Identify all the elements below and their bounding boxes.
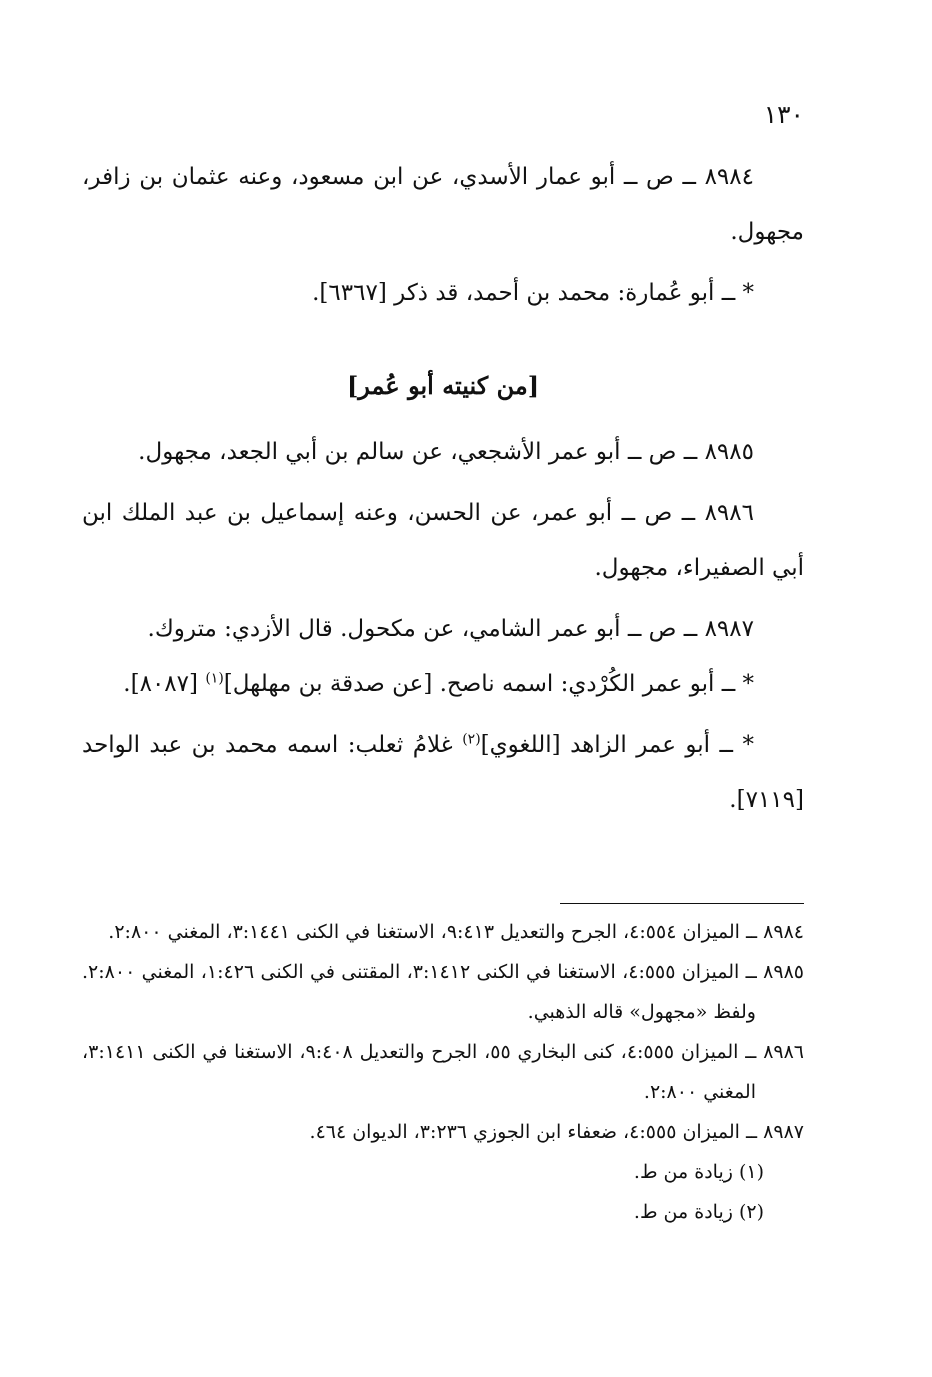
footnote-ref: (٢) xyxy=(462,731,481,748)
entry-8984: ٨٩٨٤ ــ ص ــ أبو عمار الأسدي، عن ابن مسعود، وعنه عثمان بن زافر، مجهول. xyxy=(82,164,804,245)
entry-8987: ٨٩٨٧ ــ ص ــ أبو عمر الشامي، عن مكحول. قال الأزدي: متروك. xyxy=(147,616,754,642)
entry-text: * ــ أبو عمر الكُرْدي: اسمه ناصح. [عن صدقة بن مهلهل] xyxy=(223,671,754,697)
main-text xyxy=(82,150,804,828)
footnote-1: (١) زيادة من ط. xyxy=(633,1161,764,1183)
entry-abu-umar-kurdi xyxy=(82,657,804,712)
footnote-ref: (١) xyxy=(205,670,224,687)
entry-abu-umara: * ــ أبو عُمارة: محمد بن أحمد، قد ذكر [٦٣٦٧]. xyxy=(312,280,754,306)
footnotes-area xyxy=(82,912,804,1232)
entry-8985: ٨٩٨٥ ــ ص ــ أبو عمر الأشجعي، عن سالم بن أبي الجعد، مجهول. xyxy=(138,439,754,465)
entry-8986: ٨٩٨٦ ــ ص ــ أبو عمر، عن الحسن، وعنه إسماعيل بن عبد الملك ابن أبي الصفيراء، مجهول. xyxy=(82,500,804,581)
section-heading: [من كنيته أبو عُمر] xyxy=(346,371,540,400)
note-8987: ٨٩٨٧ ــ الميزان ٤:٥٥٥، ضعفاء ابن الجوزي ٣:٢٣٦، الديوان ٤٦٤. xyxy=(309,1121,804,1143)
note-8984: ٨٩٨٤ ــ الميزان ٤:٥٥٤، الجرح والتعديل ٩:٤١٣، الاستغنا في الكنى ٣:١٤٤١، المغني ٢:٨٠٠. xyxy=(108,921,804,943)
footnote-2: (٢) زيادة من ط. xyxy=(633,1201,764,1223)
entry-text: [٨٠٨٧]. xyxy=(123,671,206,697)
footnote-divider xyxy=(560,903,804,904)
entry-abu-umar-zahid xyxy=(82,718,804,828)
entry-text: غلامُ ثعلب: اسمه محمد بن عبد الواحد [٧١١٩]. xyxy=(82,732,804,813)
note-8986: ٨٩٨٦ ــ الميزان ٤:٥٥٥، كنى البخاري ٥٥، الجرح والتعديل ٩:٤٠٨، الاستغنا في الكنى ٣:١٤١١، المغني ٢:٨٠٠. xyxy=(82,1041,805,1103)
note-8985: ٨٩٨٥ ــ الميزان ٤:٥٥٥، الاستغنا في الكنى ٣:١٤١٢، المقتنى في الكنى ١:٤٢٦، المغني ٢:٨٠٠. ولفظ «مجهول» قاله الذهبي. xyxy=(82,961,804,1023)
entry-text: * ــ أبو عمر الزاهد [اللغوي] xyxy=(480,732,754,758)
page-number: ١٣٠ xyxy=(763,100,804,129)
